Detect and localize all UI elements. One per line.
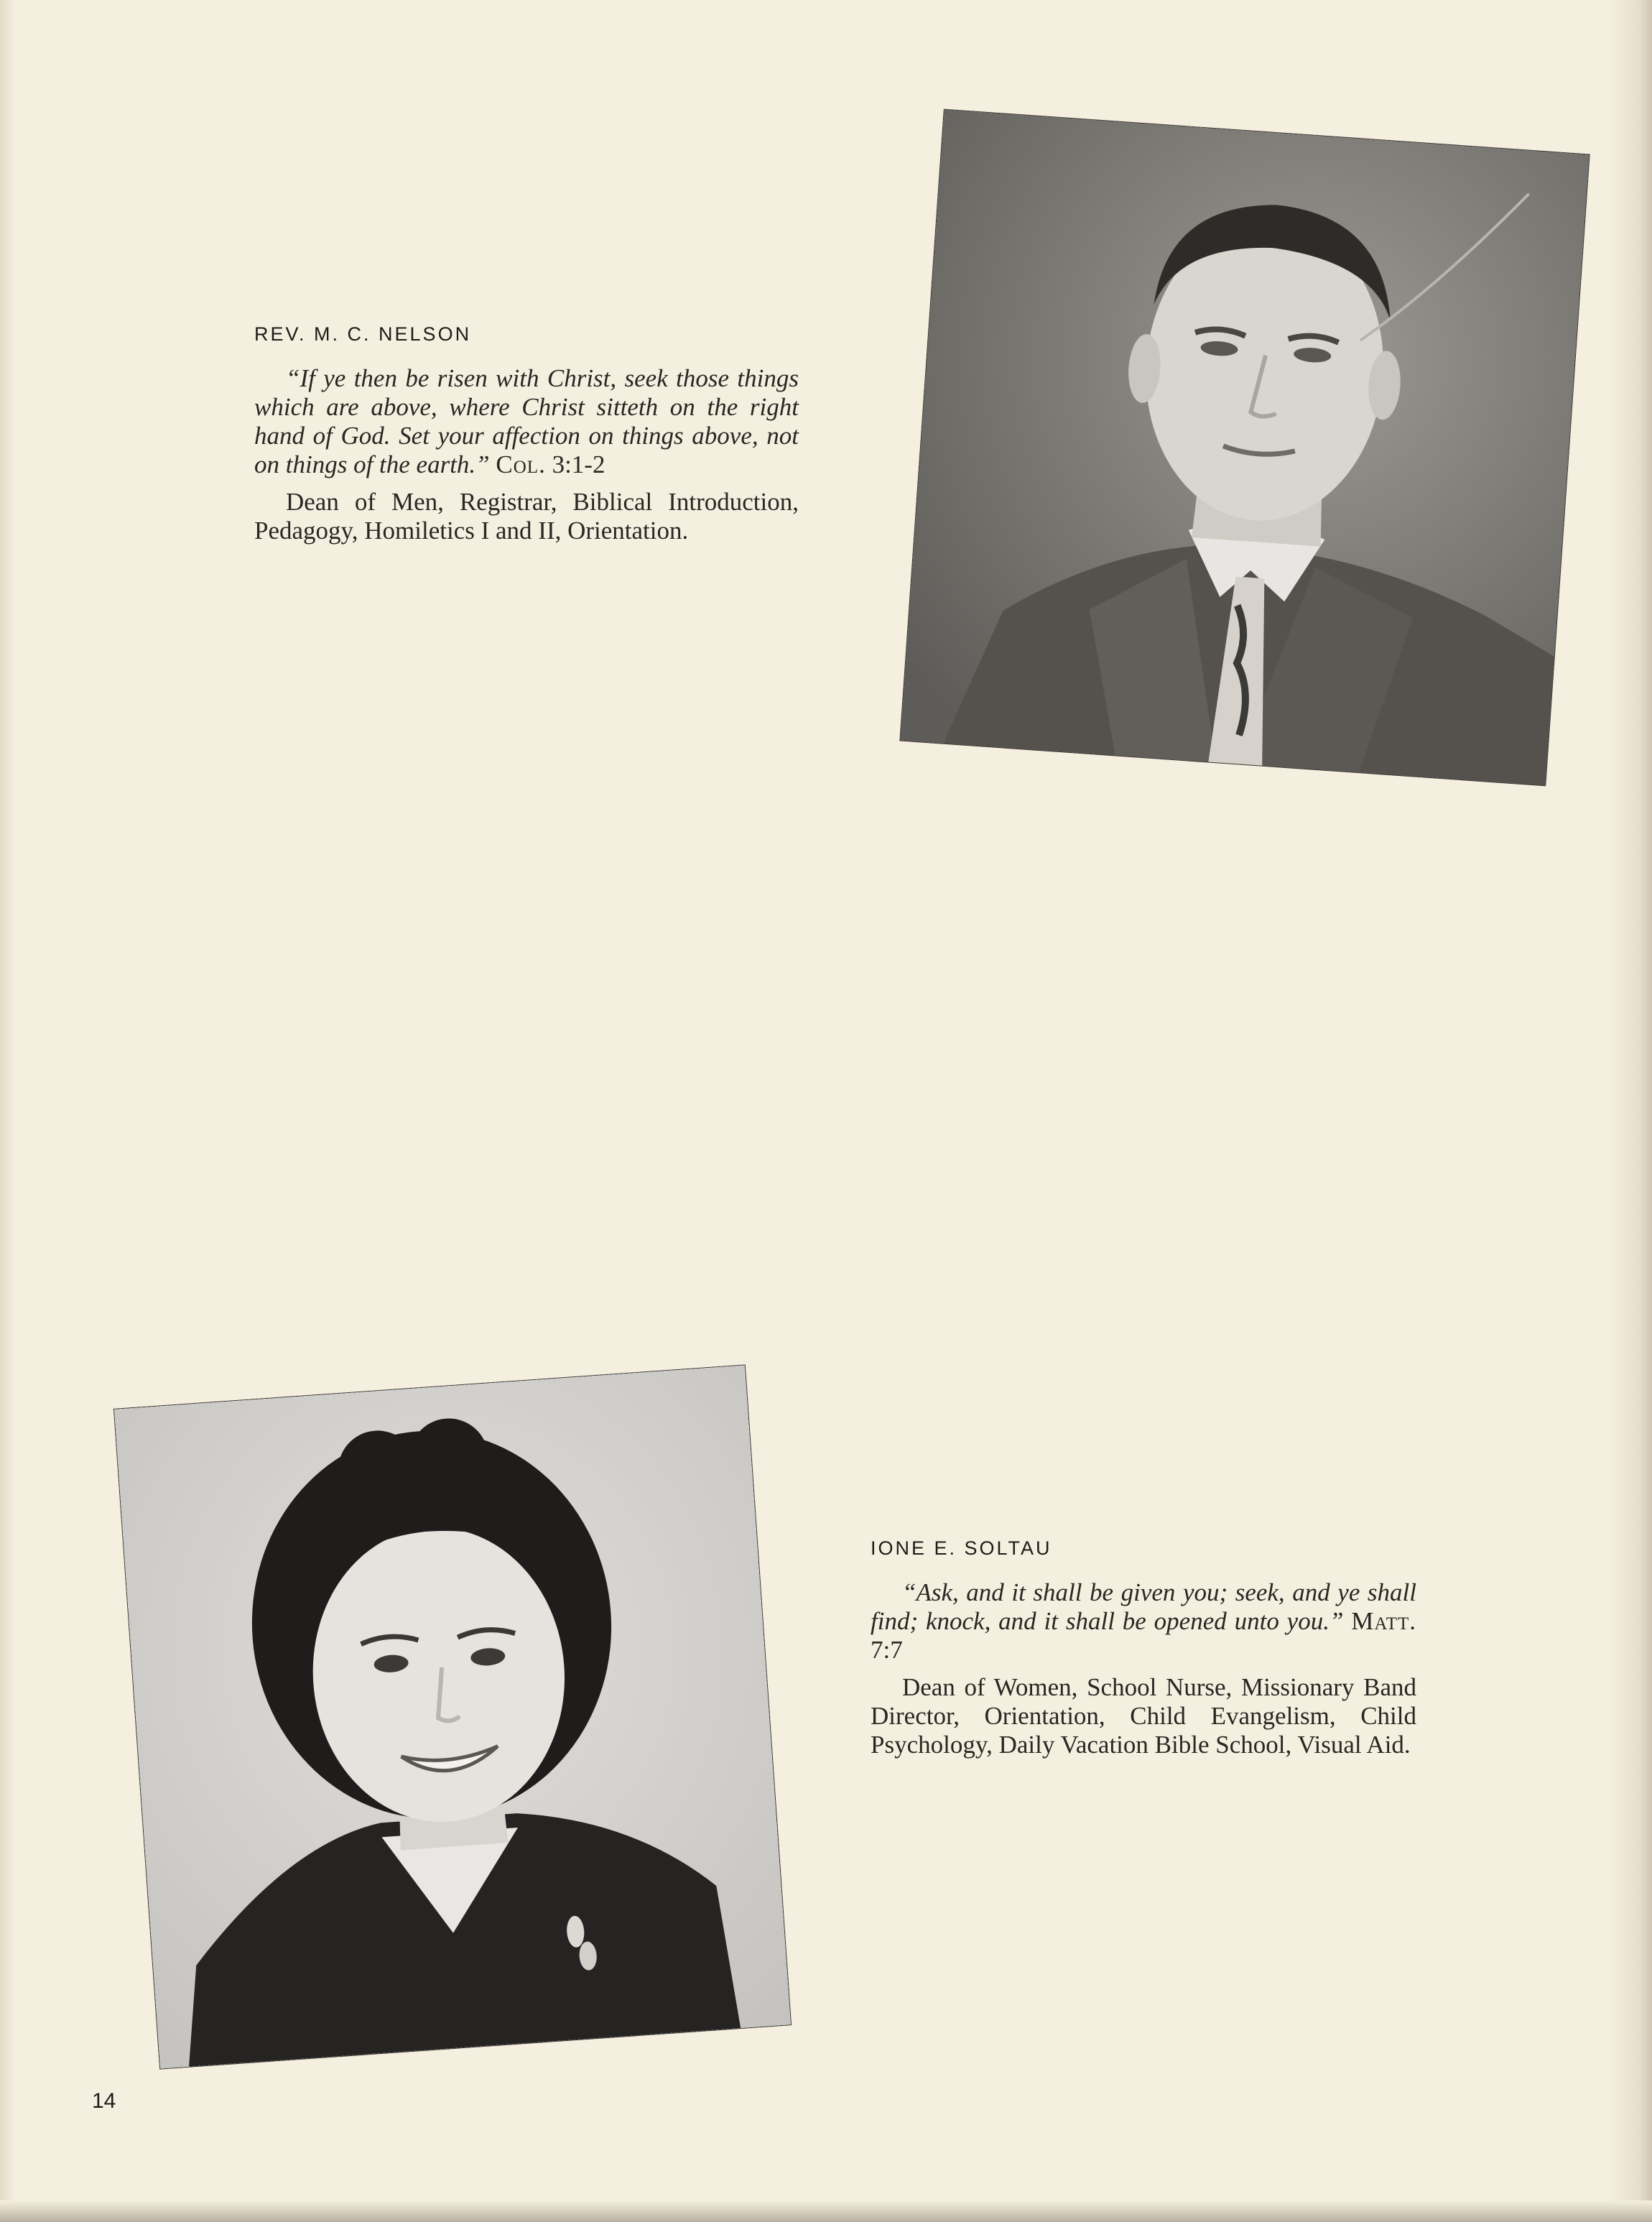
- portrait-photo-nelson: [900, 110, 1589, 786]
- scripture-quote: [254, 364, 799, 479]
- portrait-man-illustration: [900, 110, 1589, 786]
- faculty-entry-nelson: [254, 323, 799, 545]
- scripture-quote: [871, 1578, 1416, 1665]
- faculty-name: REV. M. C. NELSON: [254, 323, 472, 345]
- faculty-duties: Dean of Men, Registrar, Biblical Introduction, Pedagogy, Homiletics I and II, Orientation.: [254, 488, 799, 545]
- faculty-name: IONE E. SOLTAU: [871, 1537, 1052, 1559]
- reference-book: Matt.: [1351, 1607, 1416, 1635]
- page-number: 14: [92, 2089, 116, 2113]
- reference-verse: 3:1-2: [552, 450, 605, 478]
- faculty-entry-soltau: [871, 1537, 1416, 1759]
- scripture-reference: [496, 450, 605, 478]
- page-bottom-edge: [0, 2200, 1652, 2222]
- quote-text: “If ye then be risen with Christ, seek those things which are above, where Christ sitteth on the right hand of God. Set your affection on things above, not on things of the earth.”: [254, 364, 799, 478]
- page-left-edge: [0, 0, 16, 2222]
- reference-book: Col.: [496, 450, 546, 478]
- faculty-duties: Dean of Women, School Nurse, Missionary Band Director, Orientation, Child Evangelism, Child Psychology, Daily Vacation Bible School, Visual Aid.: [871, 1673, 1416, 1759]
- reference-verse: 7:7: [871, 1636, 903, 1664]
- portrait-woman-illustration: [114, 1365, 791, 2068]
- page-right-edge: [1609, 0, 1652, 2222]
- quote-text: “Ask, and it shall be given you; seek, and ye shall find; knock, and it shall be opened unto you.”: [871, 1578, 1416, 1635]
- portrait-photo-soltau: [114, 1365, 791, 2068]
